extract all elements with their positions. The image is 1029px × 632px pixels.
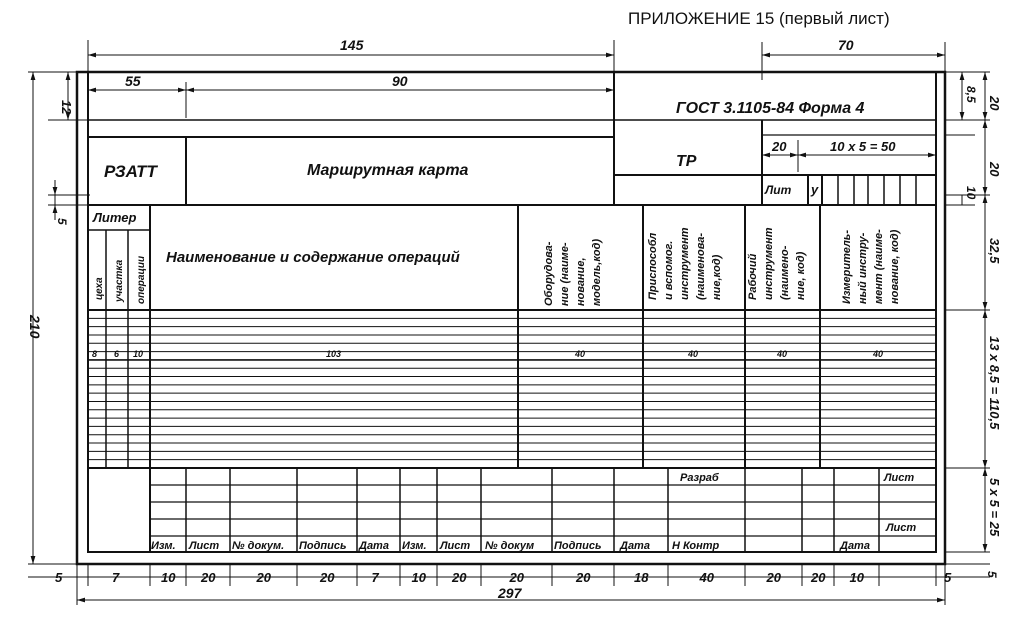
bottom-dim-label: 10 [849,570,864,585]
dim-8-5: 8,5 [964,86,978,103]
dim-210: 210 [27,315,43,339]
dim-12: 12 [59,100,74,115]
svg-text:(наименова-: (наименова- [695,232,707,300]
footer-labels [151,540,719,552]
svg-text:нование, код): нование, код) [889,229,901,304]
bottom-dim-label: 7 [371,570,379,585]
svg-text:№ докум: № докум [485,540,535,552]
svg-text:Измеритель-: Измеритель- [841,230,853,304]
dim-70: 70 [838,37,854,53]
svg-text:№ докум.: № докум. [232,540,285,552]
dim-20-inner: 20 [772,139,787,154]
gost-label: ГОСТ 3.1105-84 Форма 4 [676,100,865,117]
dim-55: 55 [125,73,141,89]
dim-297: 297 [498,585,522,601]
dim-c40-b: 40 [688,349,699,359]
list-top-label: Лист [884,472,915,484]
svg-text:ние, код): ние, код) [795,251,807,300]
svg-text:ние (наиме-: ние (наиме- [559,242,571,306]
svg-text:Подпись: Подпись [299,540,347,552]
right-dimensions [945,72,990,564]
svg-text:инструмент: инструмент [679,227,691,300]
u-label: у [811,182,819,197]
svg-text:инструмент: инструмент [763,227,775,300]
bottom-dim-label: 20 [766,570,781,585]
dim-c40-d: 40 [873,349,884,359]
svg-text:Приспособл: Приспособл [647,232,659,300]
bottom-dim-label: 5 [944,570,952,585]
equipment-header [543,239,603,306]
dim-c10: 10 [133,349,144,359]
dim-c40-c: 40 [777,349,788,359]
dim-5-left: 5 [55,218,69,225]
bottom-dim-label: 40 [699,570,714,585]
bottom-dim-label: 5 [55,570,63,585]
measure-header [841,229,901,304]
lit-label: Лит [765,183,792,197]
dim-90: 90 [392,73,408,89]
col-uchastka: участка [114,259,125,302]
tp-label: ТР [676,153,697,170]
card-title: Маршрутная карта [307,162,469,179]
dim-32-5: 32,5 [987,238,1002,264]
svg-text:Изм.: Изм. [151,540,176,552]
col-tsekha: цеха [94,277,105,300]
svg-text:Дата: Дата [620,540,650,552]
svg-text:Оборудова-: Оборудова- [543,241,555,306]
dim-5x5: 5 x 5 = 25 [987,478,1002,537]
svg-text:Изм.: Изм. [402,540,427,552]
svg-text:ние,код): ние,код) [711,254,723,300]
worktool-header [747,227,807,300]
dim-10-right: 10 [964,186,978,200]
svg-text:Рабочий: Рабочий [747,253,759,300]
bottom-dim-label: 10 [411,570,426,585]
appendix-title: ПРИЛОЖЕНИЕ 15 (первый лист) [628,9,890,28]
list-bottom-label: Лист [886,522,917,534]
column-header [88,205,936,468]
svg-text:Лист: Лист [189,540,220,552]
svg-text:мент (наиме-: мент (наиме- [873,229,885,304]
dim-c40-a: 40 [575,349,586,359]
svg-text:и вспомог.: и вспомог. [663,240,675,300]
dim-c103: 103 [326,349,342,359]
dim-c6: 6 [114,349,120,359]
dim-10x5: 10 x 5 = 50 [830,139,896,154]
razrab-label: Разраб [680,472,719,484]
dim-c8: 8 [92,349,98,359]
svg-text:модель,код): модель,код) [591,238,603,306]
svg-text:ный инстру-: ный инстру- [857,232,869,304]
dim-20-top: 20 [987,96,1002,111]
svg-text:Лист: Лист [440,540,471,552]
dim-13x8-5: 13 x 8,5 = 110,5 [987,336,1002,430]
data-label: Дата [840,540,870,552]
dim-20-mid: 20 [987,162,1002,177]
bottom-dim-label: 20 [320,570,335,585]
bottom-dimension-ticks [55,564,999,586]
bottom-dim-label: 7 [112,570,120,585]
table-rows [88,318,936,459]
liter-label: Литер [93,210,137,225]
dim-145: 145 [340,37,364,53]
op-header: Наименование и содержание операций [166,249,460,266]
bottom-dim-label: 20 [452,570,467,585]
bottom-dim-label: 10 [161,570,176,585]
svg-text:Дата: Дата [359,540,389,552]
bottom-dim-label: 20 [811,570,826,585]
svg-text:Н Контр: Н Контр [672,540,720,552]
org-label: РЗАТТ [104,162,157,181]
bottom-dim-label: 20 [509,570,524,585]
bottom-dim-label: 18 [634,570,649,585]
dim-5-right: 5 [985,571,999,578]
bottom-dim-label: 20 [256,570,271,585]
svg-text:Подпись: Подпись [554,540,602,552]
svg-text:(наимено-: (наимено- [779,245,791,300]
header-area [88,72,936,205]
col-operatsii: операции [136,255,147,304]
svg-text:нование,: нование, [575,257,587,306]
code-cells [838,175,916,205]
bottom-dim-label: 20 [576,570,591,585]
fixture-header [647,227,723,300]
bottom-dim-label: 20 [201,570,216,585]
